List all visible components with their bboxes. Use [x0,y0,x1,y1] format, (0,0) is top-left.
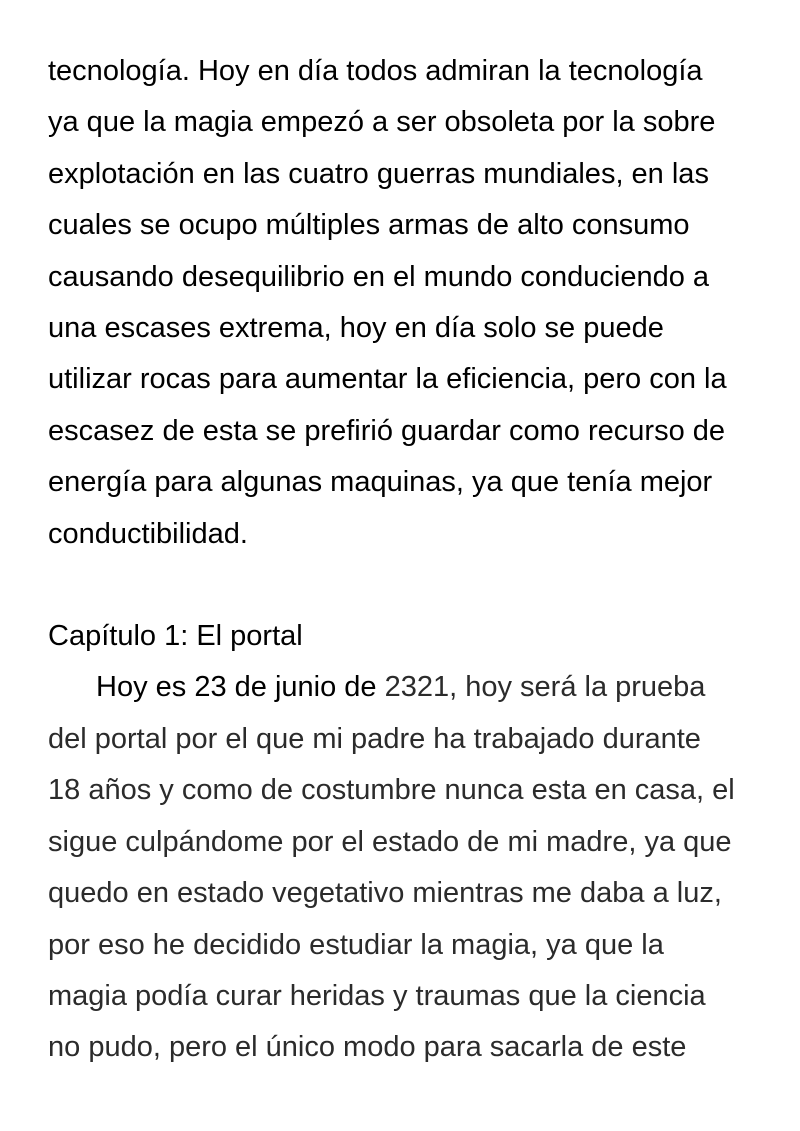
text-run: Hoy es 23 de junio de [96,671,385,704]
text-line-first [48,662,740,713]
text-line: magia podía curar heridas y traumas que la ciencia [48,979,706,1012]
text-line: escasez de esta se prefirió guardar como recurso de [48,414,726,447]
chapter-paragraph [48,662,740,1073]
text-line: utilizar rocas para aumentar la eficiencia, pero con la [48,363,727,396]
text-line: del portal por el que mi padre ha trabajado durante [48,722,701,755]
text-line: conductibilidad. [48,517,248,550]
text-line: cuales se ocupo múltiples armas de alto consumo [48,209,690,242]
text-line: causando desequilibrio en el mundo conduciendo a [48,260,710,293]
intro-paragraph [48,46,740,560]
text-line: por eso he decidido estudiar la magia, ya que la [48,928,664,961]
text-line: sigue culpándome por el estado de mi madre, ya que [48,825,732,858]
text-line: una escases extrema, hoy en día solo se puede [48,312,664,345]
text-line: energía para algunas maquinas, ya que tenía mejor [48,466,713,499]
text-line: tecnología. Hoy en día todos admiran la tecnología [48,55,703,87]
text-line: quedo en estado vegetativo mientras me daba a luz, [48,877,722,910]
text-line: ya que la magia empezó a ser obsoleta por la sobre [48,106,716,139]
paragraph-spacer [48,560,740,611]
text-run: 2321, hoy será la prueba [384,671,706,704]
text-line: 18 años y como de costumbre nunca esta en casa, el [48,774,735,807]
text-line: explotación en las cuatro guerras mundiales, en las [48,157,709,190]
text-line: no pudo, pero el único modo para sacarla de este [48,1031,687,1064]
chapter-title: Capítulo 1: El portal [48,620,303,653]
